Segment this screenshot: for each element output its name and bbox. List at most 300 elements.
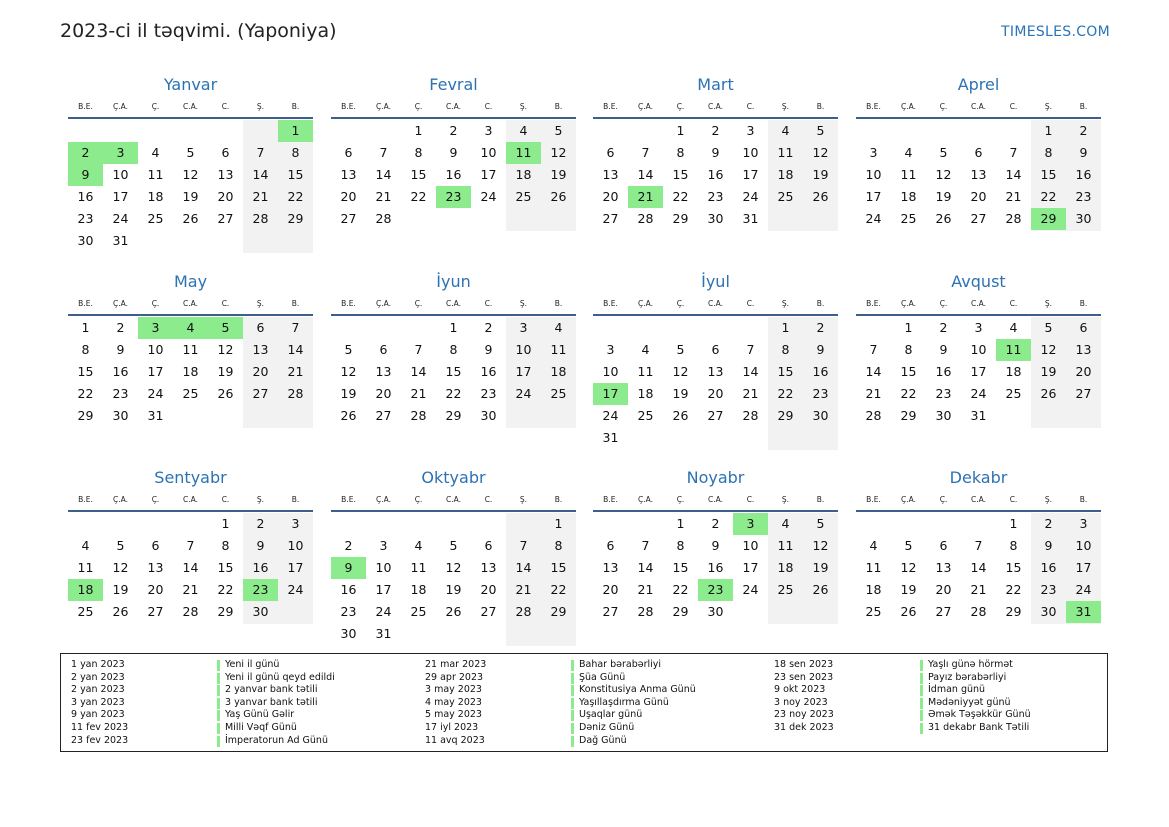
day-cell[interactable]: 20	[147, 582, 164, 597]
day-cell[interactable]: 18	[637, 386, 654, 401]
day-cell[interactable]: 23	[77, 211, 94, 226]
day-cell[interactable]: 4	[641, 342, 650, 357]
day-cell[interactable]: 28	[252, 211, 269, 226]
day-cell[interactable]: 16	[812, 364, 829, 379]
day-cell[interactable]: 22	[77, 386, 94, 401]
day-cell[interactable]: 28	[182, 604, 199, 619]
day-cell[interactable]: 30	[252, 604, 269, 619]
day-cell[interactable]: 21	[742, 386, 759, 401]
day-cell[interactable]: 27	[340, 211, 357, 226]
day-cell[interactable]: 3	[974, 320, 983, 335]
day-cell[interactable]: 24	[970, 386, 987, 401]
day-cell[interactable]: 8	[221, 538, 230, 553]
day-cell[interactable]: 22	[1040, 189, 1057, 204]
day-cell[interactable]: 10	[375, 560, 392, 575]
day-cell[interactable]: 28	[287, 386, 304, 401]
day-cell[interactable]: 10	[865, 167, 882, 182]
day-cell[interactable]: 8	[904, 342, 913, 357]
day-cell[interactable]: 30	[707, 604, 724, 619]
day-cell[interactable]: 23	[112, 386, 129, 401]
day-cell[interactable]: 13	[252, 342, 269, 357]
day-cell[interactable]: 12	[112, 560, 129, 575]
day-cell[interactable]: 22	[445, 386, 462, 401]
day-cell[interactable]: 25	[550, 386, 567, 401]
day-cell[interactable]: 6	[151, 538, 160, 553]
day-cell[interactable]: 26	[1040, 386, 1057, 401]
day-cell[interactable]: 14	[637, 167, 654, 182]
day-cell[interactable]: 1	[781, 320, 790, 335]
day-cell[interactable]: 28	[637, 211, 654, 226]
day-cell[interactable]: 11	[182, 342, 199, 357]
day-cell[interactable]: 7	[379, 145, 388, 160]
day-cell[interactable]: 14	[742, 364, 759, 379]
day-cell[interactable]: 27	[707, 408, 724, 423]
day-cell[interactable]: 14	[410, 364, 427, 379]
day-cell[interactable]: 4	[869, 538, 878, 553]
day-cell[interactable]: 15	[287, 167, 304, 182]
day-cell[interactable]: 21	[252, 189, 269, 204]
day-cell[interactable]: 15	[900, 364, 917, 379]
day-cell[interactable]: 12	[1040, 342, 1057, 357]
day-cell[interactable]: 17	[970, 364, 987, 379]
day-cell[interactable]: 7	[186, 538, 195, 553]
day-cell[interactable]: 21	[515, 582, 532, 597]
day-cell[interactable]: 13	[935, 560, 952, 575]
day-cell[interactable]: 13	[707, 364, 724, 379]
day-cell[interactable]: 9	[449, 145, 458, 160]
day-cell[interactable]: 6	[606, 538, 615, 553]
holiday-day[interactable]: 9	[331, 557, 366, 579]
day-cell[interactable]: 25	[182, 386, 199, 401]
day-cell[interactable]: 30	[1075, 211, 1092, 226]
day-cell[interactable]: 25	[410, 604, 427, 619]
day-cell[interactable]: 17	[742, 167, 759, 182]
day-cell[interactable]: 26	[550, 189, 567, 204]
day-cell[interactable]: 27	[970, 211, 987, 226]
day-cell[interactable]: 5	[904, 538, 913, 553]
day-cell[interactable]: 2	[816, 320, 825, 335]
day-cell[interactable]: 24	[375, 604, 392, 619]
day-cell[interactable]: 23	[1040, 582, 1057, 597]
day-cell[interactable]: 7	[519, 538, 528, 553]
day-cell[interactable]: 3	[379, 538, 388, 553]
day-cell[interactable]: 24	[742, 189, 759, 204]
holiday-day[interactable]: 29	[1031, 208, 1066, 230]
day-cell[interactable]: 25	[900, 211, 917, 226]
day-cell[interactable]: 11	[865, 560, 882, 575]
day-cell[interactable]: 19	[812, 560, 829, 575]
day-cell[interactable]: 21	[1005, 189, 1022, 204]
day-cell[interactable]: 8	[291, 145, 300, 160]
day-cell[interactable]: 3	[484, 123, 493, 138]
day-cell[interactable]: 20	[480, 582, 497, 597]
day-cell[interactable]: 4	[414, 538, 423, 553]
day-cell[interactable]: 14	[252, 167, 269, 182]
day-cell[interactable]: 30	[1040, 604, 1057, 619]
day-cell[interactable]: 14	[287, 342, 304, 357]
day-cell[interactable]: 7	[1009, 145, 1018, 160]
day-cell[interactable]: 11	[777, 538, 794, 553]
day-cell[interactable]: 28	[515, 604, 532, 619]
day-cell[interactable]: 5	[449, 538, 458, 553]
day-cell[interactable]: 19	[182, 189, 199, 204]
day-cell[interactable]: 8	[781, 342, 790, 357]
day-cell[interactable]: 14	[1005, 167, 1022, 182]
day-cell[interactable]: 24	[602, 408, 619, 423]
day-cell[interactable]: 30	[480, 408, 497, 423]
day-cell[interactable]: 3	[519, 320, 528, 335]
day-cell[interactable]: 24	[147, 386, 164, 401]
day-cell[interactable]: 5	[676, 342, 685, 357]
day-cell[interactable]: 20	[1075, 364, 1092, 379]
day-cell[interactable]: 4	[781, 516, 790, 531]
day-cell[interactable]: 6	[1079, 320, 1088, 335]
day-cell[interactable]: 27	[252, 386, 269, 401]
day-cell[interactable]: 13	[970, 167, 987, 182]
day-cell[interactable]: 16	[707, 167, 724, 182]
day-cell[interactable]: 27	[1075, 386, 1092, 401]
day-cell[interactable]: 8	[676, 145, 685, 160]
day-cell[interactable]: 14	[637, 560, 654, 575]
day-cell[interactable]: 1	[1009, 516, 1018, 531]
day-cell[interactable]: 21	[375, 189, 392, 204]
day-cell[interactable]: 15	[445, 364, 462, 379]
day-cell[interactable]: 20	[340, 189, 357, 204]
day-cell[interactable]: 29	[77, 408, 94, 423]
day-cell[interactable]: 30	[112, 408, 129, 423]
day-cell[interactable]: 16	[112, 364, 129, 379]
site-link[interactable]: TIMESLES.COM	[1001, 24, 1110, 40]
day-cell[interactable]: 14	[970, 560, 987, 575]
day-cell[interactable]: 13	[217, 167, 234, 182]
holiday-day[interactable]: 23	[243, 579, 278, 601]
day-cell[interactable]: 10	[1075, 538, 1092, 553]
day-cell[interactable]: 22	[672, 582, 689, 597]
day-cell[interactable]: 17	[375, 582, 392, 597]
day-cell[interactable]: 18	[777, 167, 794, 182]
day-cell[interactable]: 19	[1040, 364, 1057, 379]
day-cell[interactable]: 19	[445, 582, 462, 597]
day-cell[interactable]: 24	[112, 211, 129, 226]
day-cell[interactable]: 11	[77, 560, 94, 575]
day-cell[interactable]: 7	[256, 145, 265, 160]
day-cell[interactable]: 29	[217, 604, 234, 619]
day-cell[interactable]: 7	[746, 342, 755, 357]
day-cell[interactable]: 9	[816, 342, 825, 357]
day-cell[interactable]: 25	[1005, 386, 1022, 401]
day-cell[interactable]: 18	[182, 364, 199, 379]
holiday-day[interactable]: 11	[996, 339, 1031, 361]
day-cell[interactable]: 27	[602, 211, 619, 226]
day-cell[interactable]: 22	[217, 582, 234, 597]
day-cell[interactable]: 26	[182, 211, 199, 226]
day-cell[interactable]: 31	[602, 430, 619, 445]
day-cell[interactable]: 25	[147, 211, 164, 226]
day-cell[interactable]: 25	[515, 189, 532, 204]
day-cell[interactable]: 13	[375, 364, 392, 379]
day-cell[interactable]: 5	[939, 145, 948, 160]
day-cell[interactable]: 11	[637, 364, 654, 379]
day-cell[interactable]: 3	[1079, 516, 1088, 531]
day-cell[interactable]: 14	[865, 364, 882, 379]
day-cell[interactable]: 3	[606, 342, 615, 357]
day-cell[interactable]: 10	[742, 538, 759, 553]
day-cell[interactable]: 4	[554, 320, 563, 335]
day-cell[interactable]: 12	[900, 560, 917, 575]
day-cell[interactable]: 30	[707, 211, 724, 226]
day-cell[interactable]: 12	[935, 167, 952, 182]
day-cell[interactable]: 6	[974, 145, 983, 160]
day-cell[interactable]: 18	[1005, 364, 1022, 379]
day-cell[interactable]: 18	[900, 189, 917, 204]
day-cell[interactable]: 19	[900, 582, 917, 597]
holiday-day[interactable]: 31	[1066, 601, 1101, 623]
day-cell[interactable]: 29	[445, 408, 462, 423]
day-cell[interactable]: 29	[777, 408, 794, 423]
day-cell[interactable]: 16	[935, 364, 952, 379]
day-cell[interactable]: 6	[939, 538, 948, 553]
day-cell[interactable]: 4	[151, 145, 160, 160]
day-cell[interactable]: 9	[484, 342, 493, 357]
holiday-day[interactable]: 3	[138, 317, 173, 339]
day-cell[interactable]: 22	[1005, 582, 1022, 597]
day-cell[interactable]: 23	[812, 386, 829, 401]
day-cell[interactable]: 6	[711, 342, 720, 357]
day-cell[interactable]: 11	[147, 167, 164, 182]
day-cell[interactable]: 5	[116, 538, 125, 553]
day-cell[interactable]: 1	[676, 123, 685, 138]
day-cell[interactable]: 26	[217, 386, 234, 401]
day-cell[interactable]: 15	[77, 364, 94, 379]
day-cell[interactable]: 11	[550, 342, 567, 357]
day-cell[interactable]: 28	[742, 408, 759, 423]
holiday-day[interactable]: 9	[68, 164, 103, 186]
day-cell[interactable]: 19	[550, 167, 567, 182]
day-cell[interactable]: 17	[515, 364, 532, 379]
day-cell[interactable]: 6	[344, 145, 353, 160]
day-cell[interactable]: 15	[1040, 167, 1057, 182]
day-cell[interactable]: 24	[287, 582, 304, 597]
day-cell[interactable]: 7	[974, 538, 983, 553]
day-cell[interactable]: 21	[410, 386, 427, 401]
day-cell[interactable]: 3	[291, 516, 300, 531]
day-cell[interactable]: 25	[637, 408, 654, 423]
holiday-day[interactable]: 1	[278, 120, 313, 142]
day-cell[interactable]: 16	[445, 167, 462, 182]
day-cell[interactable]: 7	[641, 538, 650, 553]
holiday-day[interactable]: 23	[698, 579, 733, 601]
day-cell[interactable]: 26	[112, 604, 129, 619]
day-cell[interactable]: 2	[1079, 123, 1088, 138]
day-cell[interactable]: 2	[449, 123, 458, 138]
day-cell[interactable]: 8	[1044, 145, 1053, 160]
day-cell[interactable]: 1	[904, 320, 913, 335]
day-cell[interactable]: 12	[182, 167, 199, 182]
day-cell[interactable]: 10	[602, 364, 619, 379]
day-cell[interactable]: 18	[865, 582, 882, 597]
day-cell[interactable]: 1	[554, 516, 563, 531]
holiday-day[interactable]: 23	[436, 186, 471, 208]
day-cell[interactable]: 7	[291, 320, 300, 335]
day-cell[interactable]: 10	[112, 167, 129, 182]
day-cell[interactable]: 21	[865, 386, 882, 401]
day-cell[interactable]: 4	[904, 145, 913, 160]
holiday-day[interactable]: 21	[628, 186, 663, 208]
holiday-day[interactable]: 4	[173, 317, 208, 339]
day-cell[interactable]: 23	[707, 189, 724, 204]
day-cell[interactable]: 18	[550, 364, 567, 379]
day-cell[interactable]: 5	[816, 516, 825, 531]
day-cell[interactable]: 21	[287, 364, 304, 379]
day-cell[interactable]: 17	[742, 560, 759, 575]
day-cell[interactable]: 11	[900, 167, 917, 182]
day-cell[interactable]: 15	[217, 560, 234, 575]
day-cell[interactable]: 9	[939, 342, 948, 357]
day-cell[interactable]: 2	[1044, 516, 1053, 531]
day-cell[interactable]: 1	[81, 320, 90, 335]
day-cell[interactable]: 21	[970, 582, 987, 597]
day-cell[interactable]: 21	[637, 582, 654, 597]
day-cell[interactable]: 20	[970, 189, 987, 204]
day-cell[interactable]: 27	[480, 604, 497, 619]
day-cell[interactable]: 20	[252, 364, 269, 379]
day-cell[interactable]: 7	[641, 145, 650, 160]
day-cell[interactable]: 27	[935, 604, 952, 619]
day-cell[interactable]: 26	[812, 189, 829, 204]
day-cell[interactable]: 8	[676, 538, 685, 553]
day-cell[interactable]: 30	[340, 626, 357, 641]
day-cell[interactable]: 18	[147, 189, 164, 204]
day-cell[interactable]: 26	[900, 604, 917, 619]
day-cell[interactable]: 14	[375, 167, 392, 182]
day-cell[interactable]: 14	[182, 560, 199, 575]
day-cell[interactable]: 31	[147, 408, 164, 423]
day-cell[interactable]: 8	[554, 538, 563, 553]
day-cell[interactable]: 14	[515, 560, 532, 575]
day-cell[interactable]: 19	[112, 582, 129, 597]
holiday-day[interactable]: 5	[208, 317, 243, 339]
day-cell[interactable]: 23	[340, 604, 357, 619]
day-cell[interactable]: 8	[449, 342, 458, 357]
day-cell[interactable]: 12	[812, 145, 829, 160]
day-cell[interactable]: 2	[256, 516, 265, 531]
day-cell[interactable]: 28	[970, 604, 987, 619]
holiday-day[interactable]: 17	[593, 383, 628, 405]
day-cell[interactable]: 2	[939, 320, 948, 335]
day-cell[interactable]: 22	[672, 189, 689, 204]
day-cell[interactable]: 9	[1079, 145, 1088, 160]
day-cell[interactable]: 5	[816, 123, 825, 138]
day-cell[interactable]: 29	[550, 604, 567, 619]
day-cell[interactable]: 2	[116, 320, 125, 335]
day-cell[interactable]: 28	[375, 211, 392, 226]
day-cell[interactable]: 26	[812, 582, 829, 597]
day-cell[interactable]: 1	[676, 516, 685, 531]
day-cell[interactable]: 12	[812, 538, 829, 553]
day-cell[interactable]: 26	[340, 408, 357, 423]
day-cell[interactable]: 17	[287, 560, 304, 575]
day-cell[interactable]: 5	[554, 123, 563, 138]
day-cell[interactable]: 19	[217, 364, 234, 379]
holiday-day[interactable]: 2	[68, 142, 103, 164]
day-cell[interactable]: 16	[1075, 167, 1092, 182]
day-cell[interactable]: 16	[480, 364, 497, 379]
day-cell[interactable]: 5	[344, 342, 353, 357]
day-cell[interactable]: 19	[812, 167, 829, 182]
day-cell[interactable]: 13	[1075, 342, 1092, 357]
day-cell[interactable]: 13	[340, 167, 357, 182]
day-cell[interactable]: 27	[217, 211, 234, 226]
day-cell[interactable]: 6	[256, 320, 265, 335]
day-cell[interactable]: 18	[515, 167, 532, 182]
day-cell[interactable]: 2	[344, 538, 353, 553]
day-cell[interactable]: 12	[340, 364, 357, 379]
day-cell[interactable]: 23	[1075, 189, 1092, 204]
day-cell[interactable]: 6	[379, 342, 388, 357]
day-cell[interactable]: 17	[1075, 560, 1092, 575]
day-cell[interactable]: 23	[935, 386, 952, 401]
day-cell[interactable]: 29	[672, 211, 689, 226]
day-cell[interactable]: 6	[606, 145, 615, 160]
day-cell[interactable]: 11	[777, 145, 794, 160]
day-cell[interactable]: 20	[602, 189, 619, 204]
day-cell[interactable]: 16	[1040, 560, 1057, 575]
day-cell[interactable]: 10	[970, 342, 987, 357]
day-cell[interactable]: 9	[1044, 538, 1053, 553]
day-cell[interactable]: 9	[256, 538, 265, 553]
day-cell[interactable]: 15	[410, 167, 427, 182]
day-cell[interactable]: 17	[480, 167, 497, 182]
day-cell[interactable]: 15	[550, 560, 567, 575]
day-cell[interactable]: 18	[410, 582, 427, 597]
day-cell[interactable]: 27	[375, 408, 392, 423]
day-cell[interactable]: 1	[1044, 123, 1053, 138]
day-cell[interactable]: 31	[742, 211, 759, 226]
day-cell[interactable]: 4	[781, 123, 790, 138]
day-cell[interactable]: 3	[746, 123, 755, 138]
day-cell[interactable]: 29	[672, 604, 689, 619]
day-cell[interactable]: 4	[519, 123, 528, 138]
day-cell[interactable]: 17	[112, 189, 129, 204]
day-cell[interactable]: 24	[480, 189, 497, 204]
day-cell[interactable]: 2	[711, 123, 720, 138]
day-cell[interactable]: 16	[340, 582, 357, 597]
day-cell[interactable]: 12	[672, 364, 689, 379]
day-cell[interactable]: 28	[1005, 211, 1022, 226]
day-cell[interactable]: 19	[672, 386, 689, 401]
day-cell[interactable]: 19	[935, 189, 952, 204]
day-cell[interactable]: 31	[970, 408, 987, 423]
day-cell[interactable]: 22	[287, 189, 304, 204]
day-cell[interactable]: 30	[77, 233, 94, 248]
day-cell[interactable]: 13	[480, 560, 497, 575]
day-cell[interactable]: 20	[602, 582, 619, 597]
day-cell[interactable]: 25	[777, 582, 794, 597]
day-cell[interactable]: 4	[81, 538, 90, 553]
day-cell[interactable]: 21	[182, 582, 199, 597]
holiday-day[interactable]: 18	[68, 579, 103, 601]
day-cell[interactable]: 10	[515, 342, 532, 357]
day-cell[interactable]: 15	[672, 167, 689, 182]
day-cell[interactable]: 18	[777, 560, 794, 575]
day-cell[interactable]: 25	[77, 604, 94, 619]
day-cell[interactable]: 24	[515, 386, 532, 401]
day-cell[interactable]: 29	[900, 408, 917, 423]
day-cell[interactable]: 20	[935, 582, 952, 597]
day-cell[interactable]: 8	[81, 342, 90, 357]
day-cell[interactable]: 24	[865, 211, 882, 226]
day-cell[interactable]: 29	[287, 211, 304, 226]
